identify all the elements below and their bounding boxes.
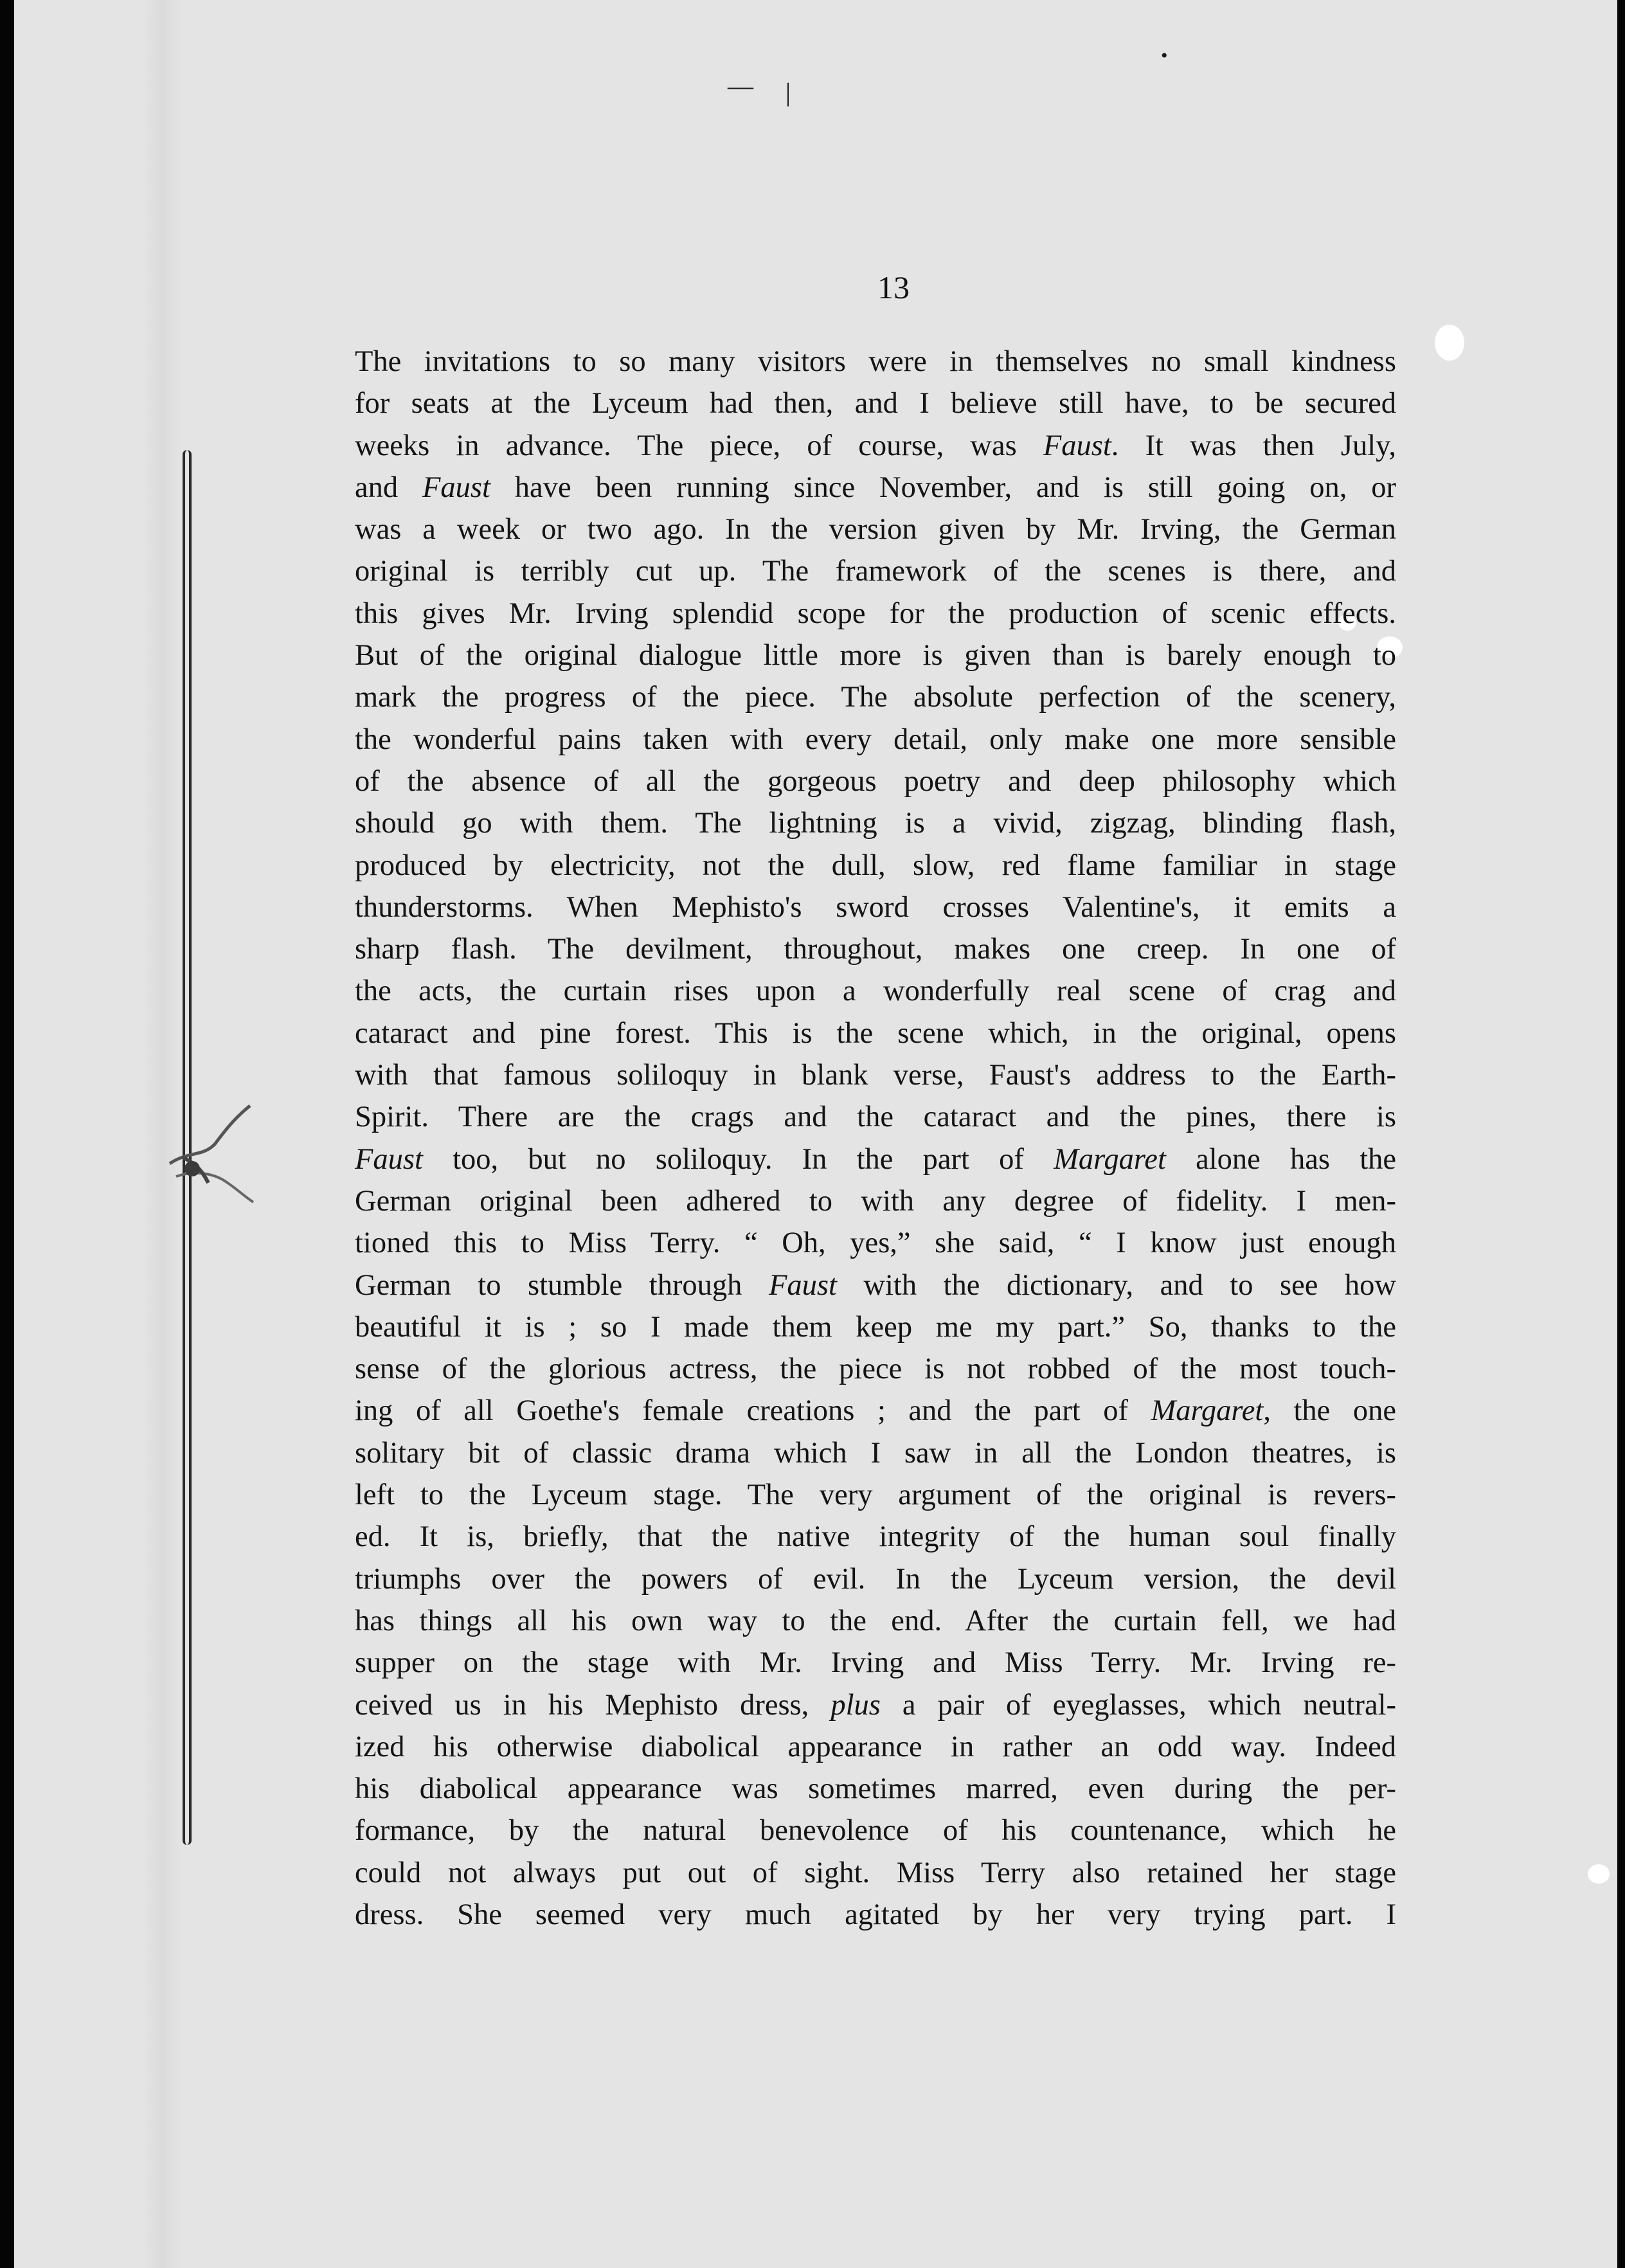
text-line: triumphs over the powers of evil. In the Lyceum version, the devil [355,1562,1396,1596]
text-line: But of the original dialogue little more is given than is barely enough to [355,639,1396,672]
scan-mark: • [1161,45,1168,66]
scan-speck [1435,325,1464,361]
text-line: left to the Lyceum stage. The very argument of the original is revers- [355,1479,1396,1512]
text-line: has things all his own way to the end. After the curtain fell, we had [355,1604,1396,1637]
scan-mark: — [728,71,753,100]
text-line: German to stumble through Faust with the dictionary, and to see how [355,1268,1396,1302]
scan-mark: | [786,78,791,107]
text-line: solitary bit of classic drama which I saw in all the London theatres, is [355,1436,1396,1470]
text-line: ing of all Goethe's female creations ; and the part of Margaret, the one [355,1394,1396,1428]
text-line: mark the progress of the piece. The absolute perfection of the scenery, [355,681,1396,714]
text-line: with that famous soliloquy in blank verse, Faust's address to the Earth- [355,1059,1396,1092]
text-line: for seats at the Lyceum had then, and I believe still have, to be secured [355,387,1396,420]
text-line: the acts, the curtain rises upon a wonderfully real scene of crag and [355,975,1396,1008]
text-line: thunderstorms. When Mephisto's sword crosses Valentine's, it emits a [355,890,1396,924]
scan-speck [1588,1864,1610,1884]
text-line: Faust too, but no soliloquy. In the part of Margaret alone has the [355,1142,1396,1176]
binding-thread [163,1093,260,1209]
text-line: German original been adhered to with any degree of fidelity. I men- [355,1184,1396,1218]
text-line: ized his otherwise diabolical appearance in rather an odd way. Indeed [355,1730,1396,1763]
body-text [355,341,1396,1936]
text-line: should go with them. The lightning is a vivid, zigzag, blinding flash, [355,807,1396,840]
text-line: cataract and pine forest. This is the scene which, in the original, opens [355,1016,1396,1050]
text-line: and Faust have been running since November, and is still going on, or [355,471,1397,504]
text-line: tioned this to Miss Terry. “ Oh, yes,” she said, “ I know just enough [355,1227,1396,1260]
text-line: ed. It is, briefly, that the native integrity of the human soul finally [355,1520,1396,1554]
page-number: 13 [877,269,910,305]
text-line: weeks in advance. The piece, of course, was Faust. It was then July, [355,429,1396,462]
text-line: produced by electricity, not the dull, slow, red flame familiar in stage [355,849,1396,882]
text-line: of the absence of all the gorgeous poetry and deep philosophy which [355,764,1396,798]
text-line: his diabolical appearance was sometimes marred, even during the per- [355,1772,1396,1806]
text-line: could not always put out of sight. Miss Terry also retained her stage [355,1856,1396,1889]
text-line: formance, by the natural benevolence of his countenance, which he [355,1814,1396,1848]
text-line: sharp flash. The devilment, throughout, makes one creep. In one of [355,933,1396,966]
text-line: Spirit. There are the crags and the cataract and the pines, there is [355,1101,1396,1134]
text-line: was a week or two ago. In the version given by Mr. Irving, the German [355,513,1396,546]
text-line: The invitations to so many visitors were in themselves no small kindness [355,345,1396,378]
text-line: ceived us in his Mephisto dress, plus a pair of eyeglasses, which neutral- [355,1688,1396,1722]
text-line: beautiful it is ; so I made them keep me my part.” So, thanks to the [355,1310,1396,1344]
text-line: the wonderful pains taken with every detail, only make one more sensible [355,723,1396,756]
text-line: sense of the glorious actress, the piece is not robbed of the most touch- [355,1353,1396,1386]
scanned-page [14,0,1617,2268]
text-line: supper on the stage with Mr. Irving and Miss Terry. Mr. Irving re- [355,1646,1396,1680]
text-line: this gives Mr. Irving splendid scope for the production of scenic effects. [355,597,1396,630]
text-line: original is terribly cut up. The framework of the scenes is there, and [355,555,1396,588]
text-line: dress. She seemed very much agitated by her very trying part. I [355,1898,1396,1931]
